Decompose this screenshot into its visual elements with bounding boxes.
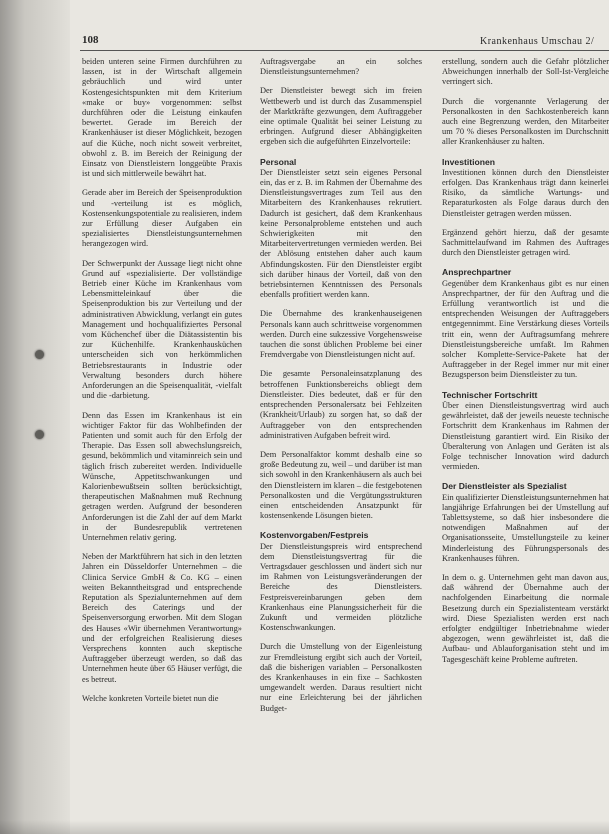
section-heading-spezialist: Der Dienstleister als Spezialist: [442, 481, 567, 492]
paragraph: In dem o. g. Unternehmen geht man davon aus, daß während der Übernahme auch der nachfolgenden Einarbeitung die normale Besetzung durch ein Spezialistenteam verstärkt wird. Diese Spezialisten werden erst nach erfolgter endgültiger Inbetriebnahme wieder abgezogen, wenn gewährleistet ist, daß die Aufbau- und Ablauforganisation steht und im Tagesgeschäft keine Probleme auftreten.: [442, 572, 609, 664]
page-number: 108: [82, 34, 99, 46]
binding-gutter: [0, 0, 70, 834]
paragraph: Durch die vorgenannte Verlagerung der Personalkosten in den Sachkostenbereich kann auch eine Begrenzung werden, den Mitarbeiter um 70 % dieses Personalkosten im Durchschnitt aller Krankenhäuser zu halten.: [442, 96, 609, 147]
section-heading-personal: Personal: [260, 156, 297, 167]
section-heading-technik: Technischer Fortschritt: [442, 389, 538, 400]
paragraph: Dem Personalfaktor kommt deshalb eine so große Bedeutung zu, weil – und darüber ist man sich sowohl in den Krankenhäusern als auch bei den Dienstleistern im klaren – die festgebotenen Personalkosten und die Vergütungsstrukturen einen entscheidenden Ansatzpunkt für kostensenkende Lösungen bieten.: [260, 449, 422, 521]
paragraph: Neben der Marktführern hat sich in den letzten Jahren ein Düsseldorfer Unternehmen – die Clinica Service GmbH & Co. KG – einen weiten Bekanntheitsgrad und entsprechende Reputation als Spezialunternehmen auf dem Bereich des Caterings und der Speisenversorgung erworben. Mit dem Slogan des Hauses «Wir übernehmen Verantwortung» und der erfolgreichen Realisierung dieses Versprechens konnten auch skeptische Auftraggeber überzeugt werden, so daß das Unternehmen heute über 65 Häuser verfügt, die es betreut.: [82, 552, 242, 684]
punch-hole: [35, 350, 44, 359]
running-head: Krankenhaus Umschau 2/: [480, 36, 595, 47]
header-rule: [80, 50, 609, 51]
paragraph: Ein qualifizierter Dienstleistungsunternehmen hat langjährige Erfahrungen bei der Umstellung auf Tablettsysteme, so daß hier insbesondere die notwendigen Maßnahmen auf der Organisationsseite, Umstellungsteile zu keiner Minderleistung des Führungspersonals des Krankenhauses führen.: [442, 492, 609, 563]
paragraph: Der Dienstleister bewegt sich im freien Wettbewerb und ist durch das Zusammenspiel der Marktkräfte gezwungen, dem Auftraggeber eine optimale Qualität bei seiner Leistung zu erbringen. Aufgrund dieser Abhängigkeiten ergeben sich die aufgeführten Einzelvorteile:: [260, 86, 422, 147]
paragraph: Der Schwerpunkt der Aussage liegt nicht ohne Grund auf «spezialisierte. Der vollständige Betrieb einer Küche im Krankenhaus vom Lebensmitteleinkauf über die Speisenproduktion bis zur Verteilung und der administrativen Abwicklung, verlangt ein gutes Management und hochqualifiziertes Personal vom Küchenchef über die Diätassistentin bis zur Küchenhilfe. Krankenhausküchen unterscheiden sich von herkömmlichen Betriebsrestaurants in Industrie oder Verwaltung besonders durch höhere Anforderungen an die Speisenqualität, -vielfalt und die -darbietung.: [82, 258, 242, 401]
paragraph: Über einen Dienstleistungsvertrag wird auch gewährleistet, daß der jeweils neueste technische Fortschritt dem Krankenhaus im Rahmen der Dienstleistung garantiert wird. Ein Risiko der Überalterung von Anlagen und Geräten ist als Folge technischer Innovation wird dadurch vermieden.: [442, 400, 609, 472]
paragraph: erstellung, sondern auch die Gefahr plötzlicher Abweichungen innerhalb der Soll-Ist-Vergleiche verringert sich.: [442, 57, 609, 87]
punch-hole: [35, 430, 44, 439]
paragraph: Gegenüber dem Krankenhaus gibt es nur einen Ansprechpartner, der für den Auftrag und die Erfüllung verantwortlich ist und die entsprechenden Weisungen der Auftraggebers entgegennimmt. Eine Verstärkung dieses Vorteils tritt ein, wenn der Auftragsumfang mehrere Dienstleistungsbereiche umfaßt. Im Rahmen solcher Komplette-Service-Pakete hat der Auftraggeber in der Regel immer nur mit einer Bezugsperson beim Dienstleister zu tun.: [442, 278, 609, 380]
section-heading-investitionen: Investitionen: [442, 156, 496, 167]
page-bottom-shadow: [0, 820, 609, 834]
section-heading-kosten: Kostenvorgaben/Festpreis: [260, 530, 369, 541]
section-heading-ansprechpartner: Ansprechpartner: [442, 267, 512, 278]
paragraph: Auftragsvergabe an ein solches Dienstleistungsunternehmen?: [260, 57, 422, 77]
paragraph: Der Dienstleister setzt sein eigenes Personal ein, das er z. B. im Rahmen der Übernahme des Dienstleistungsvertrages zum Teil aus den Mitarbeitern des Krankenhauses rekrutiert. Dadurch ist gesichert, daß dem Krankenhaus keine Personalprobleme entstehen und auch Schwierigkeiten mit den Mitarbeitervertretungen vermieden werden. Bei der Ablösung entstehen daher auch kaum Abfindungskosten. Für den Dienstleister ergibt sich darüber hinaus der Vorteil, daß von den betriebsinternen Kenntnissen des Personals ebenfalls profitiert werden kann.: [260, 167, 422, 300]
column-2: [260, 57, 422, 817]
paragraph: Investitionen können durch den Dienstleister erfolgen. Das Krankenhaus trägt dann keinerlei Risiko, da sämtliche Wartungs- und Reparaturkosten als Folge daraus durch den Dienstleister getragen werden müssen.: [442, 167, 609, 218]
paragraph: Denn das Essen im Krankenhaus ist ein wichtiger Faktor für das Wohlbefinden der Patienten und somit auch für den Erfolg der Therapie. Das Essen soll abwechslungsreich, gesund, bekömmlich und vitaminreich sein und täglich frisch zubereitet werden. Individuelle Wünsche, Appetitschwankungen und Kalorienbewußtsein sollten berücksichtigt, therapeutischen Maßnahmen muß Rechnung getragen werden. Aufgrund der besonderen Anforderungen ist die Zahl der auf dem Markt in der Bundesrepublik vertretenen Unternehmen relativ gering.: [82, 410, 242, 542]
paragraph: Ergänzend gehört hierzu, daß der gesamte Sachmittelaufwand im Rahmen des Auftrages durch den Dienstleister getragen wird.: [442, 227, 609, 258]
paragraph: Die gesamte Personaleinsatzplanung des betroffenen Funktionsbereichs obliegt dem Dienstleister. Dies bedeutet, daß er für den entsprechenden Personalersatz bei Fehlzeiten (Krankheit/Urlaub) zu sorgen hat, so daß der Auftraggeber von den entsprechenden administrativen Aufgaben befreit wird.: [260, 369, 422, 440]
column-3: [442, 57, 609, 817]
paragraph: Durch die Umstellung von der Eigenleistung zur Fremdleistung ergibt sich auch der Vorteil, daß die bisherigen variablen – Personalkosten des Krankenhauses in ein fixe – Sachkosten umgewandelt werden. Daraus resultiert nicht nur eine Erleichterung bei der jährlichen Budget-: [260, 642, 422, 713]
paragraph: beiden unteren seine Firmen durchführen zu lassen, ist in der Wirtschaft allgemein gebräuchlich und wird unter Kostengesichtspunkten mit dem Kriterium «make or buy» vorgenommen: selbst durchführen oder die Leistung einkaufen bewertet. Gerade im Bereich der Krankenhäuser ist dieser Möglichkeit, bezogen auf die Küche, noch nicht soweit verbreitet, obwohl z. B. im Bereich der Reinigung der Einsatz von Dienstleistern longgeübte Praxis ist und sich mittlerweile bewährt hat.: [82, 57, 242, 179]
paragraph: Welche konkreten Vorteile bietet nun die: [82, 693, 219, 703]
column-1: [82, 57, 242, 817]
paragraph: Gerade aber im Bereich der Speisenproduktion und -verteilung ist es möglich, Kostensenkungspotentiale zu realisieren, indem zur Erfüllung dieser Aufgaben ein spezialisiertes Dienstleistungsunternehmen herangezogen wird.: [82, 188, 242, 249]
paragraph: Die Übernahme des krankenhauseigenen Personals kann auch schrittweise vorgenommen werden. Durch eine sukzessive Vorgehensweise tauchen die sonst üblichen Probleme bei einer Fremdvergabe von Dienstleistungen nicht auf.: [260, 309, 422, 360]
paragraph: Der Dienstleistungspreis wird entsprechend dem Dienstleistungsvertrag für die Vertragsdauer geschlossen und ändert sich nur im Rahmen von Leistungsveränderungen der Bereiche des Dienstleisters. Festpreisvereinbarungen geben dem Krankenhaus eine Planungssicherheit für die Zukunft und vermeiden plötzliche Kostenschwankungen.: [260, 541, 422, 633]
